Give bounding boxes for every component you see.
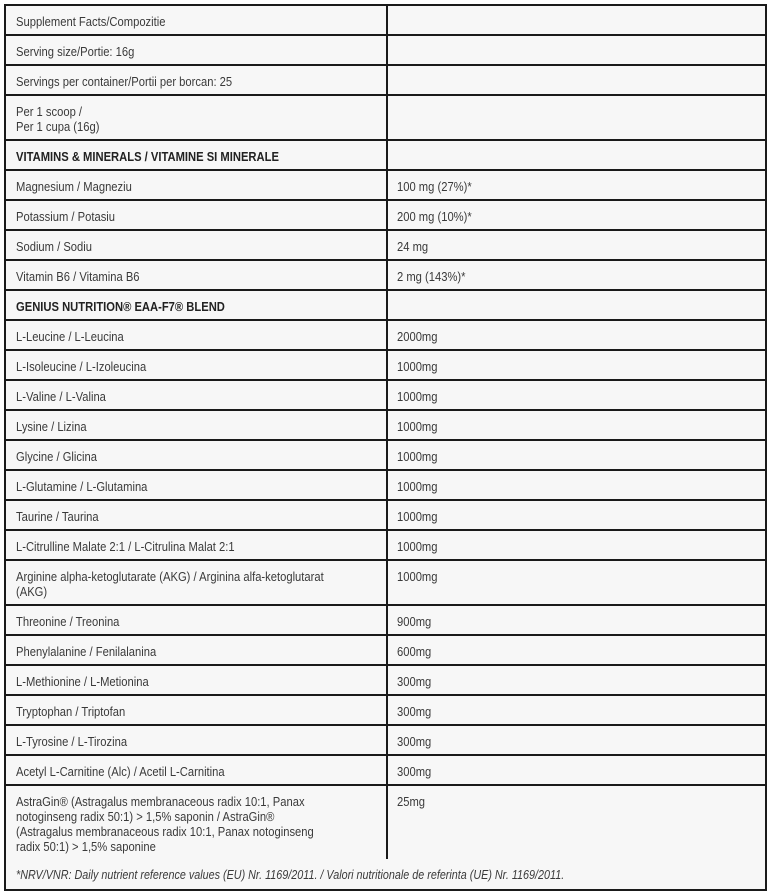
ingredient-name-cell <box>6 441 388 469</box>
amount-text <box>397 296 706 299</box>
amount-cell <box>388 36 765 64</box>
ingredient-name-cell <box>6 636 388 664</box>
amount-cell <box>388 381 765 409</box>
ingredient-name-text: Supplement Facts/Compozitie <box>16 14 166 29</box>
table-row <box>6 666 765 696</box>
ingredient-name-text: Servings per container/Portii per borcan: 25 <box>16 74 233 89</box>
ingredient-name-text: Lysine / Lizina <box>16 419 87 434</box>
table-row <box>6 696 765 726</box>
amount-text: 1000mg <box>397 479 438 494</box>
table-row <box>6 786 765 859</box>
ingredient-name-text: Magnesium / Magneziu <box>16 179 132 194</box>
ingredient-name-text: Tryptophan / Triptofan <box>16 704 126 719</box>
amount-cell <box>388 6 765 34</box>
table-row <box>6 561 765 606</box>
ingredient-name-text: L-Citrulline Malate 2:1 / L-Citrulina Malat 2:1 <box>16 539 235 554</box>
ingredient-name-cell <box>6 531 388 559</box>
amount-cell <box>388 561 765 604</box>
table-row <box>6 66 765 96</box>
amount-text <box>397 101 706 104</box>
ingredient-name-text: L-Leucine / L-Leucina <box>16 329 124 344</box>
amount-text: 2000mg <box>397 329 438 344</box>
ingredient-name-cell <box>6 231 388 259</box>
table-row <box>6 231 765 261</box>
ingredient-name-cell <box>6 6 388 34</box>
table-row <box>6 381 765 411</box>
amount-cell <box>388 231 765 259</box>
amount-text <box>397 11 706 14</box>
table-row <box>6 726 765 756</box>
ingredient-name-cell <box>6 411 388 439</box>
ingredient-name-text: Vitamin B6 / Vitamina B6 <box>16 269 140 284</box>
supplement-facts-table <box>4 4 767 891</box>
ingredient-name-text: Threonine / Treonina <box>16 614 120 629</box>
amount-text <box>397 41 706 44</box>
amount-cell <box>388 471 765 499</box>
table-row <box>6 606 765 636</box>
ingredient-name-text: Glycine / Glicina <box>16 449 97 464</box>
ingredient-name-cell <box>6 66 388 94</box>
amount-text: 2 mg (143%)* <box>397 269 466 284</box>
amount-text: 1000mg <box>397 539 438 554</box>
ingredient-name-cell <box>6 321 388 349</box>
ingredient-name-cell <box>6 501 388 529</box>
amount-text: 900mg <box>397 614 432 629</box>
ingredient-name-cell <box>6 261 388 289</box>
amount-cell <box>388 786 765 859</box>
amount-cell <box>388 261 765 289</box>
ingredient-name-cell <box>6 96 388 139</box>
amount-cell <box>388 696 765 724</box>
ingredient-name-text: VITAMINS & MINERALS / VITAMINE SI MINERALE <box>16 149 279 164</box>
amount-text: 100 mg (27%)* <box>397 179 472 194</box>
table-row <box>6 321 765 351</box>
amount-cell <box>388 666 765 694</box>
ingredient-name-text: AstraGin® (Astragalus membranaceous radix 10:1, Panax notoginseng radix 50:1) > 1,5% saponin / AstraGin® (Astragalus membranaceous radix 10:1, Panax notoginseng radix 50:1) > 1,5% saponine <box>16 794 314 854</box>
ingredient-name-cell <box>6 381 388 409</box>
table-row <box>6 171 765 201</box>
ingredient-name-cell <box>6 786 388 859</box>
ingredient-name-text: L-Isoleucine / L-Izoleucina <box>16 359 147 374</box>
amount-cell <box>388 441 765 469</box>
amount-text: 300mg <box>397 734 432 749</box>
table-row <box>6 36 765 66</box>
amount-cell <box>388 321 765 349</box>
amount-text: 25mg <box>397 794 426 809</box>
amount-cell <box>388 726 765 754</box>
amount-cell <box>388 171 765 199</box>
footnote-row <box>6 859 765 889</box>
amount-text: 24 mg <box>397 239 429 254</box>
ingredient-name-cell <box>6 141 388 169</box>
ingredient-name-text: L-Tyrosine / L-Tirozina <box>16 734 128 749</box>
amount-text: 300mg <box>397 674 432 689</box>
ingredient-name-text: Phenylalanine / Fenilalanina <box>16 644 157 659</box>
ingredient-name-cell <box>6 471 388 499</box>
amount-text: 300mg <box>397 764 432 779</box>
ingredient-name-text: L-Valine / L-Valina <box>16 389 106 404</box>
ingredient-name-text: Sodium / Sodiu <box>16 239 93 254</box>
ingredient-name-text: Serving size/Portie: 16g <box>16 44 135 59</box>
ingredient-name-cell <box>6 666 388 694</box>
table-row <box>6 141 765 171</box>
amount-text <box>397 71 706 74</box>
ingredient-name-text: Per 1 scoop / Per 1 cupa (16g) <box>16 104 100 134</box>
table-row <box>6 261 765 291</box>
amount-cell <box>388 291 765 319</box>
amount-cell <box>388 66 765 94</box>
table-row <box>6 501 765 531</box>
amount-text: 1000mg <box>397 359 438 374</box>
ingredient-name-cell <box>6 171 388 199</box>
footnote-cell <box>6 859 765 889</box>
amount-text: 300mg <box>397 704 432 719</box>
amount-cell <box>388 351 765 379</box>
amount-cell <box>388 201 765 229</box>
ingredient-name-cell <box>6 291 388 319</box>
ingredient-name-cell <box>6 606 388 634</box>
ingredient-name-text: Potassium / Potasiu <box>16 209 116 224</box>
amount-cell <box>388 501 765 529</box>
ingredient-name-text: GENIUS NUTRITION® EAA-F7® BLEND <box>16 299 225 314</box>
table-row <box>6 291 765 321</box>
ingredient-name-text: L-Methionine / L-Metionina <box>16 674 149 689</box>
amount-text: 200 mg (10%)* <box>397 209 472 224</box>
table-row <box>6 441 765 471</box>
amount-cell <box>388 141 765 169</box>
footnote-text: *NRV/VNR: Daily nutrient reference values (EU) Nr. 1169/2011. / Valori nutritionale de referinta (UE) Nr. 1169/2011. <box>16 868 565 882</box>
ingredient-name-text: Arginine alpha-ketoglutarate (AKG) / Arginina alfa-ketoglutarat (AKG) <box>16 569 324 599</box>
amount-text: 1000mg <box>397 419 438 434</box>
ingredient-name-text: Taurine / Taurina <box>16 509 99 524</box>
table-row <box>6 411 765 441</box>
amount-text: 1000mg <box>397 509 438 524</box>
amount-text: 1000mg <box>397 389 438 404</box>
ingredient-name-cell <box>6 756 388 784</box>
amount-cell <box>388 756 765 784</box>
amount-cell <box>388 531 765 559</box>
ingredient-name-text: Acetyl L-Carnitine (Alc) / Acetil L-Carnitina <box>16 764 225 779</box>
ingredient-name-cell <box>6 36 388 64</box>
ingredient-name-cell <box>6 696 388 724</box>
table-row <box>6 351 765 381</box>
ingredient-name-cell <box>6 201 388 229</box>
amount-text: 1000mg <box>397 569 438 584</box>
ingredient-name-cell <box>6 561 388 604</box>
ingredient-name-text: L-Glutamine / L-Glutamina <box>16 479 148 494</box>
table-row <box>6 636 765 666</box>
table-row <box>6 531 765 561</box>
amount-text: 600mg <box>397 644 432 659</box>
amount-text: 1000mg <box>397 449 438 464</box>
table-row <box>6 471 765 501</box>
table-row <box>6 6 765 36</box>
amount-cell <box>388 636 765 664</box>
ingredient-name-cell <box>6 351 388 379</box>
amount-text <box>397 146 706 149</box>
ingredient-name-cell <box>6 726 388 754</box>
amount-cell <box>388 96 765 139</box>
table-row <box>6 756 765 786</box>
table-body <box>6 6 765 859</box>
table-row <box>6 96 765 141</box>
amount-cell <box>388 411 765 439</box>
table-row <box>6 201 765 231</box>
amount-cell <box>388 606 765 634</box>
